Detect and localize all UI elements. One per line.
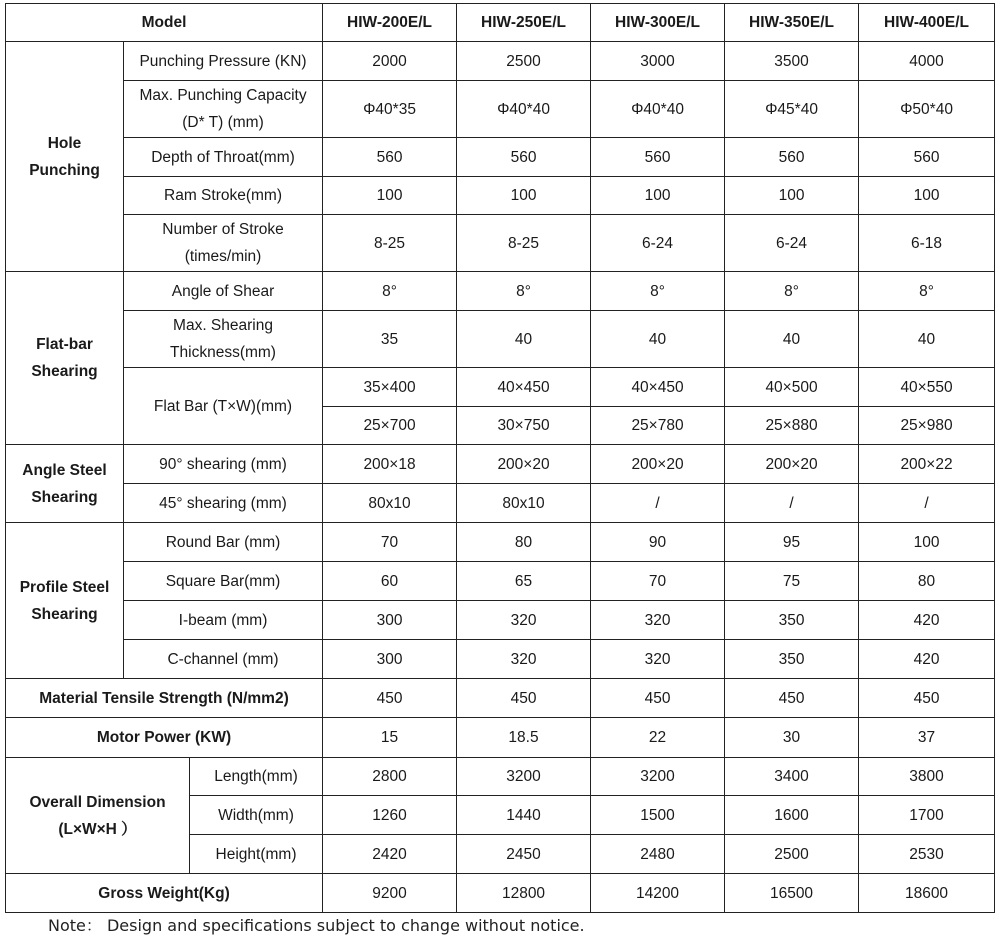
spec-value: 8° <box>859 272 995 311</box>
spec-value: 300 <box>323 601 457 640</box>
spec-value: 90 <box>591 523 725 562</box>
spec-row-round-bar <box>6 523 995 562</box>
spec-label: Gross Weight(Kg) <box>6 874 323 913</box>
spec-value: 40 <box>725 311 859 368</box>
spec-value: 16500 <box>725 874 859 913</box>
spec-value: 40×550 <box>859 368 995 407</box>
spec-value: 560 <box>725 138 859 177</box>
spec-value: Φ45*40 <box>725 81 859 138</box>
spec-value: 1440 <box>457 796 591 835</box>
spec-label-line: Number of Stroke <box>162 221 284 238</box>
spec-value: 35×400 <box>323 368 457 407</box>
spec-value: 1260 <box>323 796 457 835</box>
spec-value: 450 <box>725 679 859 718</box>
model-name: HIW-400E/L <box>859 4 995 42</box>
header-row <box>6 4 995 42</box>
spec-value: 8° <box>323 272 457 311</box>
spec-row-tensile <box>6 679 995 718</box>
spec-value: Φ40*40 <box>457 81 591 138</box>
spec-value: 40×450 <box>591 368 725 407</box>
spec-value: Φ40*40 <box>591 81 725 138</box>
spec-value: 560 <box>591 138 725 177</box>
group-overall-dimension <box>6 758 190 874</box>
spec-value: 8° <box>591 272 725 311</box>
spec-label: 90° shearing (mm) <box>124 445 323 484</box>
spec-value: 40×450 <box>457 368 591 407</box>
spec-value: 350 <box>725 640 859 679</box>
spec-value: 2420 <box>323 835 457 874</box>
spec-row-number-stroke <box>6 215 995 272</box>
spec-value: 3400 <box>725 758 859 796</box>
group-label: Hole <box>47 134 82 152</box>
spec-value: 420 <box>859 601 995 640</box>
spec-value: 1500 <box>591 796 725 835</box>
spec-row-ram-stroke <box>6 177 995 215</box>
spec-label <box>124 81 323 138</box>
spec-row-motor <box>6 718 995 758</box>
spec-value: 95 <box>725 523 859 562</box>
spec-value: 80 <box>859 562 995 601</box>
spec-label: Length(mm) <box>190 758 323 796</box>
spec-value: 2500 <box>725 835 859 874</box>
spec-value: 2800 <box>323 758 457 796</box>
spec-value: 40×500 <box>725 368 859 407</box>
spec-value: 80x10 <box>323 484 457 523</box>
spec-row-shear-90 <box>6 445 995 484</box>
spec-value: 560 <box>457 138 591 177</box>
spec-value: 3200 <box>457 758 591 796</box>
spec-value: 60 <box>323 562 457 601</box>
spec-value: 8° <box>725 272 859 311</box>
spec-value: 320 <box>457 601 591 640</box>
spec-label-line: (D* T) (mm) <box>182 114 264 131</box>
spec-value: 3200 <box>591 758 725 796</box>
spec-value: / <box>725 484 859 523</box>
spec-value: 2450 <box>457 835 591 874</box>
group-flat-bar-shearing <box>6 272 124 445</box>
group-profile-steel-shearing <box>6 523 124 679</box>
spec-value: 25×700 <box>323 407 457 445</box>
spec-value: 25×880 <box>725 407 859 445</box>
spec-value: 25×980 <box>859 407 995 445</box>
spec-row-i-beam <box>6 601 995 640</box>
spec-label: Round Bar (mm) <box>124 523 323 562</box>
spec-value: 300 <box>323 640 457 679</box>
group-label: Overall Dimension <box>29 793 166 811</box>
spec-label: Ram Stroke(mm) <box>124 177 323 215</box>
spec-value: 70 <box>591 562 725 601</box>
spec-value: 320 <box>591 640 725 679</box>
group-label: Punching <box>29 161 100 179</box>
spec-label: Flat Bar (T×W)(mm) <box>124 368 323 445</box>
spec-value: 18600 <box>859 874 995 913</box>
spec-label: Depth of Throat(mm) <box>124 138 323 177</box>
spec-value: 450 <box>323 679 457 718</box>
spec-value: 40 <box>859 311 995 368</box>
footnote: Note： Design and specifications subject to change without notice. <box>48 916 585 935</box>
spec-value: 100 <box>591 177 725 215</box>
spec-value: 75 <box>725 562 859 601</box>
spec-label-line: Max. Punching Capacity <box>139 87 307 104</box>
specification-table <box>5 3 995 913</box>
spec-value: 8-25 <box>323 215 457 272</box>
spec-row-flat-bar-a <box>6 368 995 407</box>
spec-label <box>124 311 323 368</box>
spec-value: 18.5 <box>457 718 591 758</box>
spec-value: 2500 <box>457 42 591 81</box>
group-label: (L×W×H ） <box>58 820 137 838</box>
group-label: Shearing <box>31 605 98 623</box>
spec-value: 3500 <box>725 42 859 81</box>
spec-value: 37 <box>859 718 995 758</box>
spec-label: I-beam (mm) <box>124 601 323 640</box>
spec-value: 3800 <box>859 758 995 796</box>
spec-value: 30×750 <box>457 407 591 445</box>
spec-value: 100 <box>323 177 457 215</box>
spec-value: 100 <box>457 177 591 215</box>
spec-value: 560 <box>323 138 457 177</box>
spec-value: 2000 <box>323 42 457 81</box>
spec-value: 6-24 <box>725 215 859 272</box>
spec-label-line: Thickness(mm) <box>170 344 276 361</box>
model-name: HIW-350E/L <box>725 4 859 42</box>
spec-value: 200×22 <box>859 445 995 484</box>
spec-label: C-channel (mm) <box>124 640 323 679</box>
spec-row-angle-shear <box>6 272 995 311</box>
spec-value: 420 <box>859 640 995 679</box>
spec-value: 200×18 <box>323 445 457 484</box>
spec-value: 8° <box>457 272 591 311</box>
spec-value: 200×20 <box>591 445 725 484</box>
spec-value: 1700 <box>859 796 995 835</box>
spec-label: Square Bar(mm) <box>124 562 323 601</box>
spec-value: 6-24 <box>591 215 725 272</box>
spec-label: Material Tensile Strength (N/mm2) <box>6 679 323 718</box>
spec-value: 200×20 <box>725 445 859 484</box>
spec-row-punching-pressure <box>6 42 995 81</box>
spec-value: 560 <box>859 138 995 177</box>
spec-row-length <box>6 758 995 796</box>
spec-value: 22 <box>591 718 725 758</box>
spec-value: 80x10 <box>457 484 591 523</box>
spec-value: 6-18 <box>859 215 995 272</box>
model-name: HIW-250E/L <box>457 4 591 42</box>
spec-value: 35 <box>323 311 457 368</box>
model-name: HIW-200E/L <box>323 4 457 42</box>
spec-value: 2530 <box>859 835 995 874</box>
spec-label: Angle of Shear <box>124 272 323 311</box>
spec-value: 9200 <box>323 874 457 913</box>
spec-label: Width(mm) <box>190 796 323 835</box>
spec-value: 25×780 <box>591 407 725 445</box>
group-angle-steel-shearing <box>6 445 124 523</box>
group-hole-punching <box>6 42 124 272</box>
spec-value: 320 <box>591 601 725 640</box>
spec-value: 100 <box>859 523 995 562</box>
spec-row-depth-throat <box>6 138 995 177</box>
model-name: HIW-300E/L <box>591 4 725 42</box>
spec-value: 2480 <box>591 835 725 874</box>
spec-value: 40 <box>591 311 725 368</box>
spec-value: 65 <box>457 562 591 601</box>
spec-value: 350 <box>725 601 859 640</box>
spec-label: Punching Pressure (KN) <box>124 42 323 81</box>
spec-value: 200×20 <box>457 445 591 484</box>
spec-label: Motor Power (KW) <box>6 718 323 758</box>
group-label: Flat-bar <box>36 336 93 353</box>
spec-label: Height(mm) <box>190 835 323 874</box>
spec-value: 40 <box>457 311 591 368</box>
spec-value: 100 <box>859 177 995 215</box>
spec-value: 3000 <box>591 42 725 81</box>
spec-label-line: Max. Shearing <box>173 317 273 334</box>
spec-value: 30 <box>725 718 859 758</box>
spec-value: 100 <box>725 177 859 215</box>
spec-row-shear-45 <box>6 484 995 523</box>
spec-value: Φ50*40 <box>859 81 995 138</box>
spec-value: / <box>591 484 725 523</box>
spec-row-c-channel <box>6 640 995 679</box>
spec-value: 14200 <box>591 874 725 913</box>
spec-row-gross-weight <box>6 874 995 913</box>
spec-label <box>124 215 323 272</box>
spec-label: 45° shearing (mm) <box>124 484 323 523</box>
spec-value: 15 <box>323 718 457 758</box>
spec-row-shearing-thickness <box>6 311 995 368</box>
group-label: Profile Steel <box>19 578 110 596</box>
spec-value: 450 <box>457 679 591 718</box>
group-label: Angle Steel <box>22 461 107 479</box>
spec-value: 450 <box>859 679 995 718</box>
spec-value: 1600 <box>725 796 859 835</box>
spec-value: Φ40*35 <box>323 81 457 138</box>
spec-row-square-bar <box>6 562 995 601</box>
spec-value: 8-25 <box>457 215 591 272</box>
spec-value: 70 <box>323 523 457 562</box>
spec-value: 12800 <box>457 874 591 913</box>
spec-value: 80 <box>457 523 591 562</box>
spec-value: 4000 <box>859 42 995 81</box>
spec-label-line: (times/min) <box>184 248 262 265</box>
spec-value: 450 <box>591 679 725 718</box>
group-label: Shearing <box>31 363 98 380</box>
spec-value: / <box>859 484 995 523</box>
spec-value: 320 <box>457 640 591 679</box>
group-label: Shearing <box>31 488 98 506</box>
model-header: Model <box>6 4 323 42</box>
spec-row-punching-capacity <box>6 81 995 138</box>
